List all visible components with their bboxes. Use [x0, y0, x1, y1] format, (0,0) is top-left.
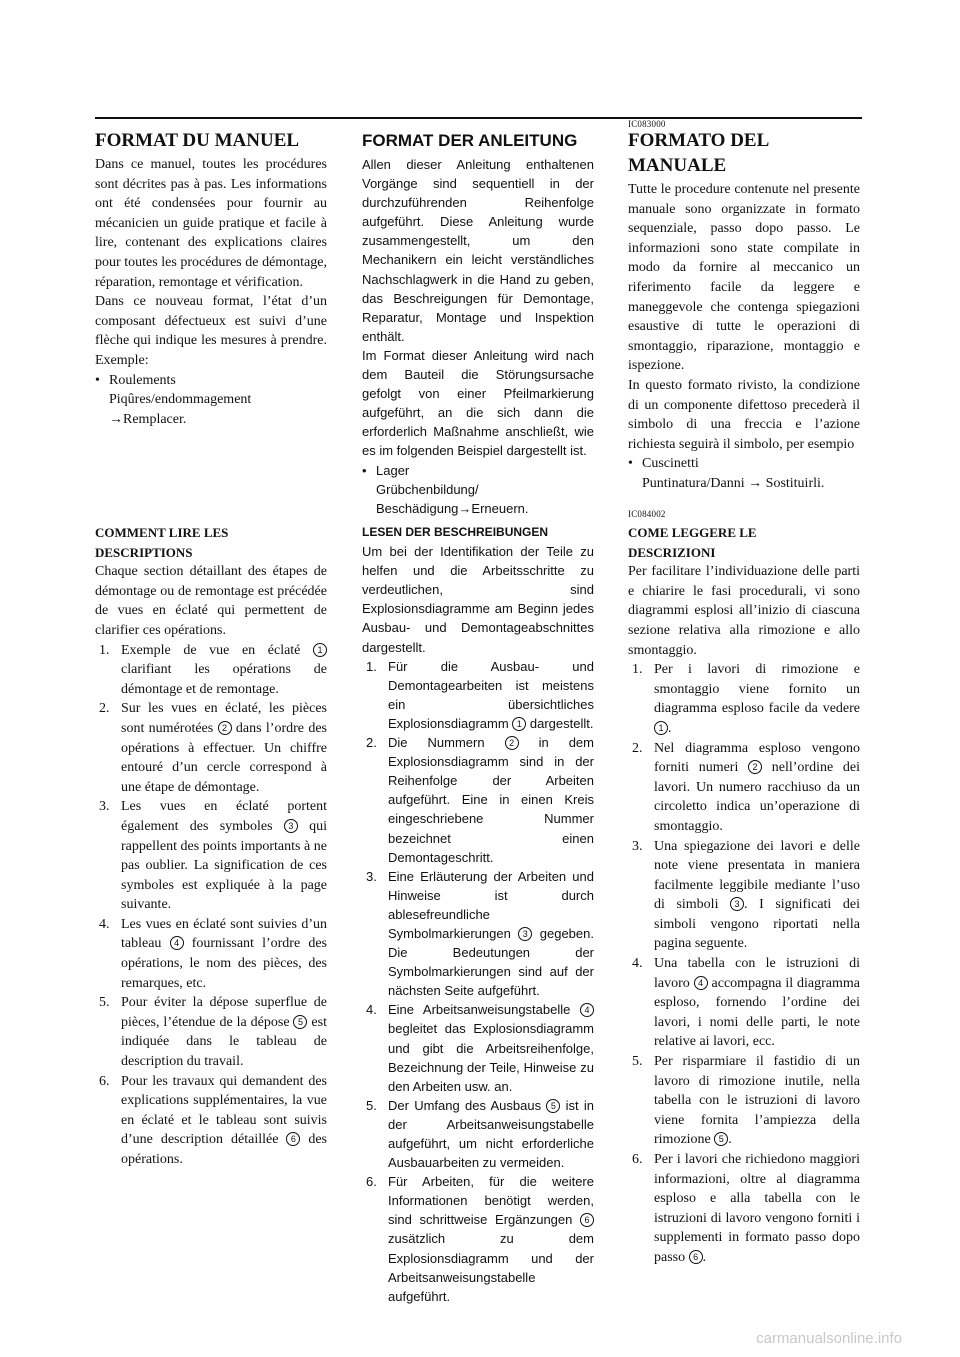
circled-number-marker: 3 — [518, 927, 532, 941]
list-number: 4. — [632, 956, 643, 972]
de-example-action: Erneuern. — [471, 500, 529, 516]
list-item — [95, 641, 327, 700]
circled-number-marker: 3 — [730, 897, 744, 911]
de-example-fault2: Beschädigung — [376, 500, 459, 516]
list-text: est indiquée dans le tableau de description du travail. — [121, 1014, 327, 1070]
list-text: clarifiant les opérations de démontage et de remontage. — [121, 662, 327, 697]
fr-format-p1: Dans ce manuel, toutes les procédures sont décrites pas à pas. Les informations ont été condensées pour fournir au mécanicien un guide pratique et facile à lire, contenant des explications claires pour toutes les procédures de démontage, réparation, remontage et vérification. — [95, 157, 327, 290]
it-example — [628, 454, 860, 493]
list-number: 6. — [366, 1174, 377, 1190]
list-number: 2. — [366, 735, 377, 751]
list-text: Per i lavori che richiedono maggiori informazioni, oltre al diagramma esploso e alla tabella con le istruzioni di lavoro vengono forniti i supplementi in formato passo dopo passo — [654, 1152, 860, 1265]
list-text: dargestellt. — [526, 715, 594, 731]
circled-number-marker: 1 — [313, 643, 327, 657]
it-format-title — [628, 128, 860, 178]
list-text: Les vues en éclaté sont suivies d’un tableau — [121, 916, 327, 952]
list-item — [95, 699, 327, 797]
fr-example — [95, 371, 327, 430]
list-number: 4. — [99, 916, 110, 932]
it-example-fault: Puntinatura/Danni — [642, 475, 745, 491]
circled-number-marker: 5 — [293, 1015, 307, 1029]
it-format-section — [628, 128, 860, 494]
list-number: 1. — [366, 658, 377, 674]
list-item — [628, 660, 860, 738]
arrow-icon: → — [458, 500, 472, 516]
list-text: ist in der Arbeitsanweisungstabelle aufgeführt, um nicht erforderliche Ausbauarbeiten zu vermeiden. — [388, 1097, 595, 1171]
list-text: Pour les travaux qui demandent des explications supplémentaires, la vue en éclaté et le tableau sont suivis d’une description détaillée — [121, 1073, 327, 1148]
list-item — [362, 657, 594, 733]
list-text: Per i lavori di rimozione e smontaggio viene fornito un diagramma esploso facile da vedere — [654, 662, 860, 717]
it-descriptions-intro: Per facilitare l’individuazione delle parti e chiarire le fasi procedurali, vi sono diagrammi esplosi all’inizio di ciascuna sezione relativa alla rimozione e allo smontaggio. — [628, 564, 860, 658]
it-format-title-line1: FORMATO DEL — [628, 130, 770, 151]
list-number: 4. — [366, 1002, 377, 1018]
bullet-icon: • — [628, 456, 633, 472]
bullet-icon: • — [362, 462, 367, 478]
fr-example-fault: Piqûres/endommagement — [109, 392, 252, 408]
arrow-icon: → — [748, 475, 763, 491]
list-text: qui rappellent des points importants à ne pas oublier. La signification de ces symboles est expliquée à la page suivante. — [121, 818, 328, 913]
circled-number-marker: 2 — [748, 760, 762, 774]
de-descriptions-intro: Um bei der Identifikation der Teile zu helfen und die Arbeitsschritte zu verdeutlichen, sind Explosionsdiagramme am Beginn jedes Ausbau- und Demontageabschnittes dargestellt. — [362, 544, 594, 655]
circled-number-marker: 6 — [689, 1250, 703, 1264]
section-code-mid: IC084002 — [628, 509, 666, 519]
de-format-title: FORMAT DER ANLEITUNG — [362, 131, 578, 150]
it-format-p2: In questo formato rivisto, la condizione di un componente difettoso precederà il simbolo di una freccia e l’azione richiesta seguirà il simbolo, per esempio — [628, 377, 860, 452]
list-number: 1. — [99, 642, 110, 658]
it-descriptions-title-line1: COME LEGGERE LE — [628, 525, 757, 540]
arrow-icon: → — [109, 411, 123, 427]
list-text: Für Arbeiten, für die weitere Informationen benötigt werden, sind schrittweise Ergänzungen — [388, 1174, 594, 1228]
list-item — [362, 733, 594, 867]
list-text: begleitet das Explosionsdiagramm und gibt die Arbeitsreihenfolge, Bezeichnung der Teile, Hinweise zu den Arbeiten usw. an. — [388, 1021, 594, 1094]
it-example-action: Sostituirli. — [765, 475, 825, 491]
it-descriptions-title — [628, 523, 860, 562]
list-item — [628, 837, 860, 955]
list-text: Exemple de vue en éclaté — [121, 642, 313, 658]
fr-descriptions-section — [95, 523, 327, 1170]
de-descriptions-title: LESEN DER BESCHREIBUNGEN — [362, 525, 549, 539]
bullet-icon: • — [95, 372, 100, 388]
list-number: 2. — [632, 740, 643, 756]
list-number: 1. — [632, 662, 643, 678]
list-item — [95, 915, 327, 993]
fr-descriptions-title-line2: DESCRIPTIONS — [95, 544, 193, 560]
circled-number-marker: 6 — [286, 1132, 300, 1146]
list-number: 5. — [632, 1054, 643, 1070]
circled-number-marker: 4 — [170, 936, 184, 950]
list-number: 3. — [99, 799, 110, 815]
fr-descriptions-intro: Chaque section détaillant des étapes de démontage ou de remontage est précédée de vues en éclaté qui permettent de clarifier ces opérations. — [95, 564, 327, 638]
list-number: 5. — [366, 1097, 377, 1113]
list-number: 5. — [99, 995, 110, 1011]
list-text: accompagna il diagramma esploso, fornendo l’ordine dei lavori, i nomi delle parti, le note relative ai lavori, ecc. — [654, 975, 861, 1050]
list-item — [95, 1072, 327, 1170]
list-text: dans l’ordre des opérations à effectuer. Un chiffre entouré d’un cercle correspond à une étape de démontage. — [121, 720, 327, 795]
list-number: 6. — [632, 1152, 643, 1167]
it-descriptions-title-line2: DESCRIZIONI — [628, 544, 716, 560]
list-text: des opérations. — [121, 1132, 327, 1167]
list-text: Una tabella con le istruzioni di lavoro — [654, 956, 860, 991]
list-text: Der Umfang des Ausbaus — [388, 1097, 547, 1113]
list-item — [628, 739, 860, 837]
list-text: Pour éviter la dépose superflue de pièces, l’étendue de la dépose — [121, 995, 327, 1030]
circled-number-marker: 2 — [218, 721, 232, 735]
list-number: 2. — [99, 701, 110, 717]
it-format-title-line2: MANUALE — [628, 155, 727, 176]
list-item — [628, 1052, 860, 1150]
list-text: . — [702, 1249, 707, 1265]
list-text: Per risparmiare il fastidio di un lavoro di rimozione inutile, nella tabella con le istruzioni di lavoro viene fornita l’ampiezza della rimozione — [654, 1054, 860, 1148]
list-item — [362, 1000, 594, 1095]
list-number: 3. — [366, 868, 377, 884]
de-steps-list — [362, 657, 594, 1306]
list-text: . — [728, 1132, 732, 1148]
de-format-p1: Allen dieser Anleitung enthaltenen Vorgänge sind sequentiell in der durchzuführenden Reihenfolge aufgeführt. Diese Anleitung wurde zusammengestellt, um den Mechanikern ein leicht verständliches Nachschlagwerk in die Hand zu geben, das Beschreigungen für Demontage, Reparatur, Montage und Inspektion enthält. — [362, 157, 594, 344]
fr-descriptions-title — [95, 523, 327, 562]
list-item — [362, 867, 594, 1001]
list-text: zusätzlich zu dem Explosionsdiagramm und der Arbeitsanweisungstabelle aufgeführt. — [388, 1231, 594, 1304]
list-item — [628, 1150, 860, 1268]
list-text: . I significati dei simboli vengono riportati nella pagina seguente. — [654, 897, 860, 952]
de-descriptions-section — [362, 523, 594, 1306]
circled-number-marker: 1 — [512, 717, 526, 731]
circled-number-marker: 4 — [694, 976, 708, 990]
watermark: carmanualsonline.info — [756, 1330, 902, 1347]
de-example-part: Lager — [376, 462, 410, 478]
fr-descriptions-title-line1: COMMENT LIRE LES — [95, 525, 229, 540]
list-number: 3. — [632, 838, 643, 854]
it-format-p1: Tutte le procedure contenute nel presente manuale sono organizzate in formato sequenziale, passo dopo passo. Le informazioni sono state compilate in modo da fornire al meccanico un riferimento facile da leggere e maneggevole che contenga spiegazioni esaustive di tutte le operazioni di smontaggio, riparazione, montaggio e ispezione. — [628, 182, 860, 374]
fr-steps-list — [95, 641, 327, 1170]
list-text: fournissant l’ordre des opérations, le nom des pièces, des remarques, etc. — [121, 936, 328, 991]
list-item — [628, 954, 860, 1052]
de-example — [362, 461, 594, 518]
list-number: 6. — [99, 1073, 110, 1089]
it-example-part: Cuscinetti — [642, 456, 699, 472]
section-code-top: IC083000 — [628, 119, 666, 129]
top-rule — [95, 117, 862, 119]
list-text: Für die Ausbau- und Demontagearbeiten ist meistens ein übersichtliches Explosionsdiagramm — [388, 658, 594, 731]
list-text: gegeben. Die Bedeutungen der Symbolmarkierungen sind auf der nächsten Seite aufgeführt. — [388, 925, 594, 999]
list-text: Nel diagramma esploso vengono forniti numeri — [654, 740, 860, 776]
circled-number-marker: 6 — [580, 1213, 594, 1227]
circled-number-marker: 5 — [714, 1132, 728, 1146]
de-format-p2: Im Format dieser Anleitung wird nach dem Bauteil die Störungsursache gefolgt von einer Pfeilmarkierung aufgeführt, an die sich dann die erforderlich Maßnahme anschließt, wie es im folgenden Beispiel dargestellt ist. — [362, 347, 594, 459]
fr-format-title: FORMAT DU MANUEL — [95, 130, 300, 151]
it-descriptions-section — [628, 523, 860, 1268]
fr-format-p2: Dans ce nouveau format, l’état d’un composant défectueux est suivi d’une flèche qui indique les mesures à prendre. Exemple: — [95, 294, 327, 368]
list-item — [362, 1096, 594, 1172]
de-format-section — [362, 128, 594, 518]
list-text: Les vues en éclaté portent également des symboles — [121, 799, 327, 834]
fr-format-section — [95, 128, 327, 429]
circled-number-marker: 2 — [505, 736, 519, 750]
de-example-fault: Grübchenbildung/ — [376, 481, 479, 497]
list-text: Eine Arbeitsanweisungstabelle — [388, 1002, 580, 1018]
circled-number-marker: 4 — [580, 1003, 594, 1017]
list-text: Sur les vues en éclaté, les pièces sont numérotées — [121, 701, 327, 736]
list-text: . — [668, 720, 672, 736]
list-text: Die Nummern — [388, 735, 505, 751]
list-text: in dem Explosionsdiagramm sind in der Reihenfolge der Arbeiten aufgeführt. Eine in einen Kreis eingeschriebene Nummer bezeichnet einen Demontageschritt. — [388, 735, 594, 865]
circled-number-marker: 1 — [654, 721, 668, 735]
fr-example-part: Roulements — [109, 372, 176, 388]
list-item — [95, 797, 327, 915]
list-text: nell’ordine dei lavori. Un numero racchiuso da un circoletto indica un’operazione di smontaggio. — [654, 760, 860, 834]
list-text: Eine Erläuterung der Arbeiten und Hinweise ist durch ablesefreundliche Symbolmarkierungen — [388, 868, 594, 941]
list-text: Una spiegazione dei lavori e delle note viene presentata in maniera facilmente leggibile mediante l’uso di simboli — [654, 838, 860, 913]
circled-number-marker: 3 — [284, 819, 298, 833]
it-steps-list — [628, 660, 860, 1267]
fr-example-action: Remplacer. — [123, 411, 187, 427]
circled-number-marker: 5 — [546, 1099, 560, 1113]
list-item — [362, 1172, 594, 1306]
list-item — [95, 993, 327, 1071]
